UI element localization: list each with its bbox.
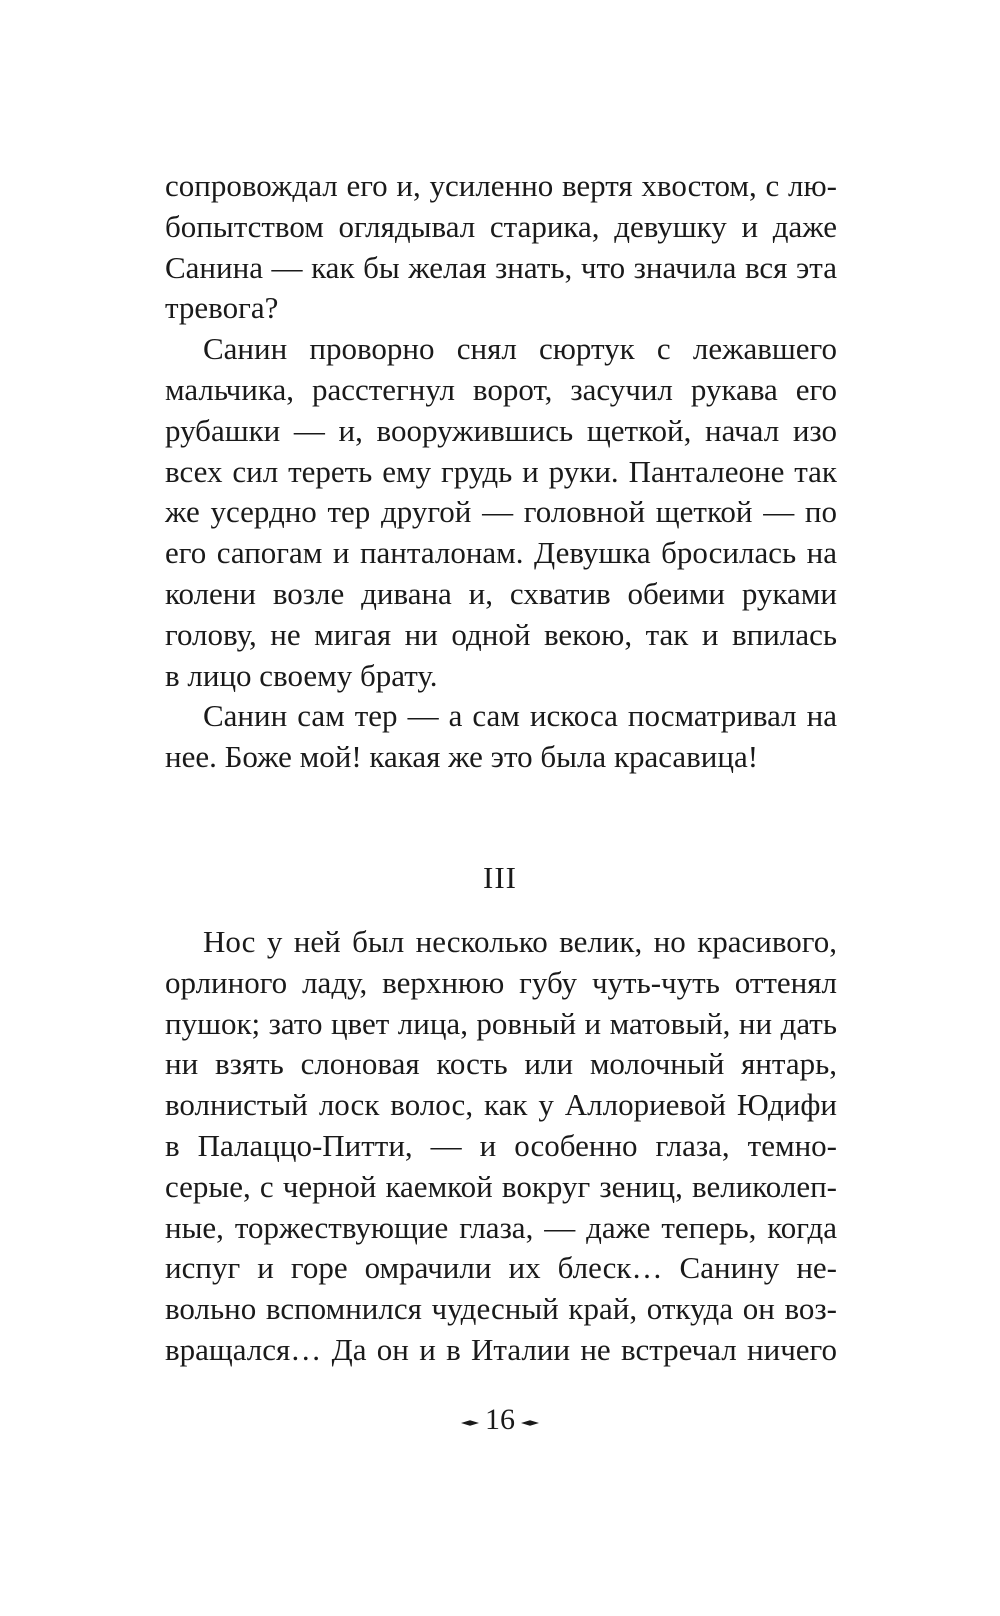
chapter-heading: III: [483, 860, 517, 895]
text-line: всех сил тереть ему грудь и руки. Панталеоне так: [165, 453, 837, 489]
text-line: бопытством оглядывал старика, девушку и даже: [165, 208, 837, 244]
text-line: рубашки — и, вооружившись щеткой, начал изо: [165, 412, 837, 448]
text-block-top: [165, 166, 837, 778]
text-line: вольно вспомнился чудесный край, откуда он воз-: [165, 1291, 837, 1327]
text-line: Нос у ней был несколько велик, но красивого,: [203, 924, 837, 959]
text-line: в лицо своему брату.: [165, 657, 438, 693]
text-line: серые, с черной каемкой вокруг зениц, великолеп-: [165, 1168, 837, 1204]
diamond-ornament-icon: [521, 1402, 539, 1438]
text-line: сопровождал его и, усиленно вертя хвостом, с лю-: [165, 168, 837, 203]
text-line: его сапогам и панталонам. Девушка бросилась на: [165, 535, 837, 571]
text-line: Санин проворно снял сюртук с лежавшего: [203, 331, 837, 367]
text-line: мальчика, расстегнул ворот, засучил рукава его: [165, 371, 837, 407]
text-line: ни взять слоновая кость или молочный янтарь,: [165, 1046, 837, 1082]
text-line: орлиного ладу, верхнюю губу чуть-чуть оттенял: [165, 964, 837, 1000]
text-line: вращался… Да он и в Италии не встречал ничего: [165, 1331, 837, 1367]
text-line: же усердно тер другой — головной щеткой — по: [165, 494, 837, 530]
text-line: ные, торжествующие глаза, — даже теперь, когда: [165, 1209, 837, 1245]
text-line: нее. Боже мой! какая же это была красавица!: [165, 739, 759, 775]
page-number-folio: [0, 1402, 1000, 1440]
page-number: 16: [485, 1403, 515, 1436]
text-line: голову, не мигая ни одной векою, так и впилась: [165, 616, 837, 652]
text-line: Санина — как бы желая знать, что значила вся эта: [165, 249, 837, 285]
text-line: Санин сам тер — а сам искоса посматривал на: [203, 698, 837, 734]
text-line: испуг и горе омрачили их блеск… Санину не-: [165, 1250, 837, 1286]
text-line: волнистый лоск волос, как у Аллориевой Юдифи: [165, 1087, 837, 1123]
diamond-ornament-icon: [461, 1402, 479, 1438]
text-line: пушок; зато цвет лица, ровный и матовый, ни дать: [165, 1005, 837, 1041]
text-block-bottom: [165, 922, 837, 1371]
text-line: в Палаццо-Питти, — и особенно глаза, темно-: [165, 1127, 837, 1163]
text-line: тревога?: [165, 290, 279, 326]
text-line: колени возле дивана и, схватив обеими руками: [165, 575, 837, 611]
